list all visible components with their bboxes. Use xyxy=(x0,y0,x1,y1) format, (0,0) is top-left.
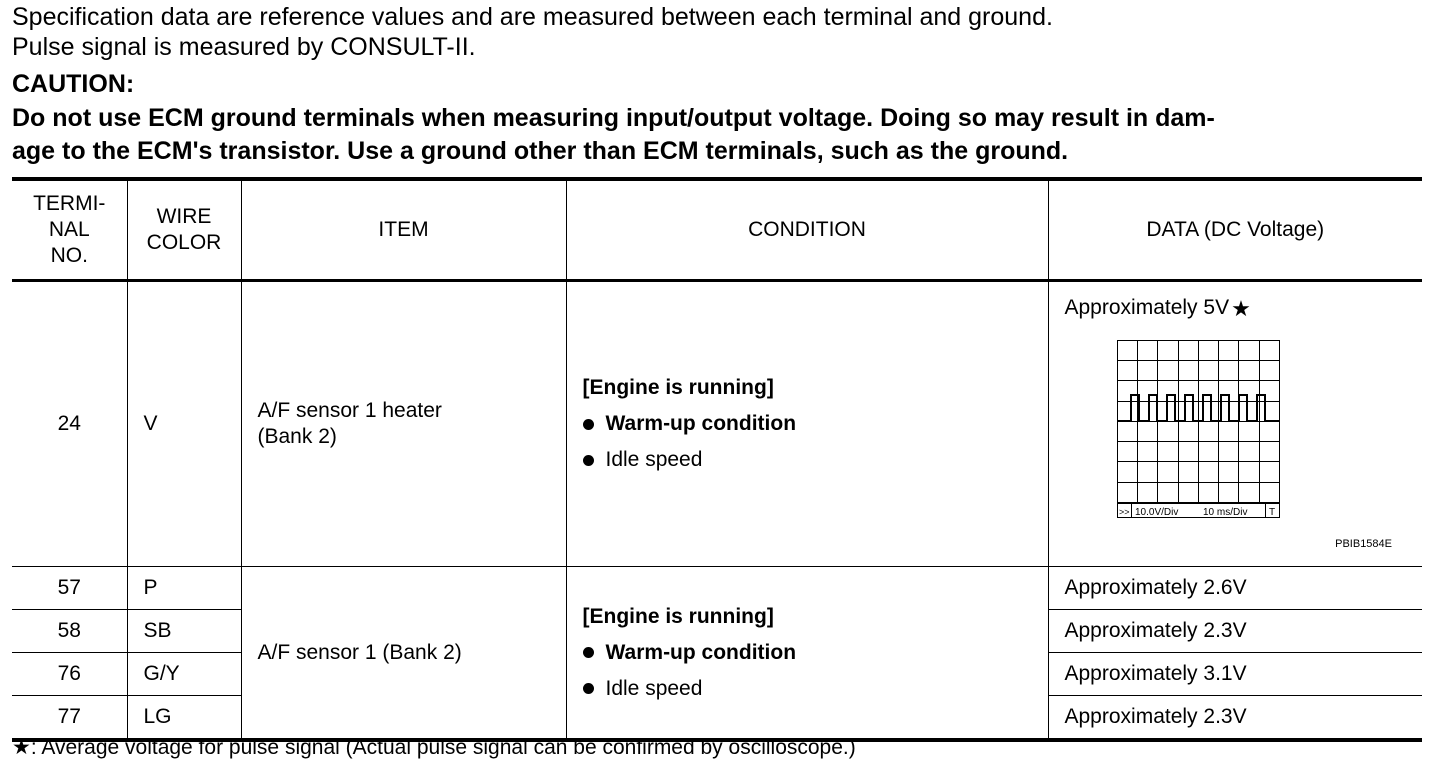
header-data: DATA (DC Voltage) xyxy=(1048,179,1422,281)
terminal-cell: 76 xyxy=(12,653,127,696)
bullet-icon xyxy=(583,419,594,430)
wire-cell: SB xyxy=(127,610,241,653)
item-line-2: (Bank 2) xyxy=(257,425,337,448)
header-terminal-l2: NAL xyxy=(48,218,90,241)
condition-bullet xyxy=(583,677,1048,701)
header-condition: CONDITION xyxy=(566,179,1048,281)
condition-title: [Engine is running] xyxy=(582,604,774,628)
data-cell xyxy=(1048,281,1422,567)
footnote xyxy=(12,735,856,760)
condition-cell xyxy=(566,567,1048,741)
condition-warmup: Warm-up condition xyxy=(605,640,797,664)
condition-idle: Idle speed xyxy=(605,676,703,700)
scope-time: 10 ms/Div xyxy=(1202,507,1247,518)
caution-heading: CAUTION: xyxy=(12,70,135,98)
data-value xyxy=(1065,296,1423,322)
header-row xyxy=(12,179,1422,281)
condition-cell xyxy=(566,281,1048,567)
header-wire xyxy=(127,179,241,281)
caution-line-2: age to the ECM's transistor. Use a ground other than ECM terminals, such as the ground. xyxy=(12,137,1069,165)
table-row xyxy=(12,281,1422,567)
terminal-cell: 57 xyxy=(12,567,127,610)
footnote-text: : Average voltage for pulse signal (Actual pulse signal can be confirmed by oscilloscope.) xyxy=(30,736,856,759)
header-wire-l2: COLOR xyxy=(146,231,222,254)
oscilloscope-graph xyxy=(1117,340,1297,530)
wire-cell: P xyxy=(127,567,241,610)
data-cell: Approximately 2.3V xyxy=(1048,696,1422,741)
condition-bullet xyxy=(583,448,1048,472)
item-cell xyxy=(241,281,566,567)
data-cell: Approximately 2.3V xyxy=(1048,610,1422,653)
item-cell: A/F sensor 1 (Bank 2) xyxy=(241,567,566,741)
spec-table xyxy=(12,177,1422,742)
terminal-cell: 58 xyxy=(12,610,127,653)
header-item: ITEM xyxy=(241,179,566,281)
bullet-icon xyxy=(583,647,594,658)
condition-bullet xyxy=(583,412,1048,436)
condition-title: [Engine is running] xyxy=(582,376,774,399)
bullet-icon xyxy=(583,455,594,466)
terminal-cell: 24 xyxy=(12,281,127,567)
star-icon: ★ xyxy=(1231,296,1251,321)
condition-warmup: Warm-up condition xyxy=(605,412,797,435)
caution-text xyxy=(12,102,1430,168)
header-terminal-l3: NO. xyxy=(50,244,88,267)
scope-volt: 10.0V/Div xyxy=(1134,507,1178,518)
data-cell: Approximately 2.6V xyxy=(1048,567,1422,610)
table-row xyxy=(12,567,1422,610)
wire-cell: LG xyxy=(127,696,241,741)
data-text: Approximately 5V xyxy=(1064,296,1230,319)
scope-arrow: >> xyxy=(1118,507,1130,517)
header-terminal-l1: TERMI- xyxy=(33,192,106,215)
figure-code: PBIB1584E xyxy=(1335,538,1392,550)
intro-line-1: Specification data are reference values and are measured between each terminal and ground. xyxy=(12,3,1053,31)
oscilloscope-figure xyxy=(1065,322,1423,552)
star-icon: ★ xyxy=(12,736,31,759)
scope-t: T xyxy=(1268,507,1275,518)
intro-line-2: Pulse signal is measured by CONSULT-II. xyxy=(12,33,476,61)
header-wire-l1: WIRE xyxy=(156,205,212,228)
wire-cell: G/Y xyxy=(127,653,241,696)
condition-idle: Idle speed xyxy=(605,448,703,471)
data-cell: Approximately 3.1V xyxy=(1048,653,1422,696)
condition-bullet xyxy=(583,641,1048,665)
wire-cell: V xyxy=(127,281,241,567)
item-line-1: A/F sensor 1 heater xyxy=(257,399,442,422)
terminal-cell: 77 xyxy=(12,696,127,741)
header-terminal xyxy=(12,179,127,281)
bullet-icon xyxy=(583,683,594,694)
caution-line-1: Do not use ECM ground terminals when measuring input/output voltage. Doing so may result in dam- xyxy=(12,104,1215,132)
